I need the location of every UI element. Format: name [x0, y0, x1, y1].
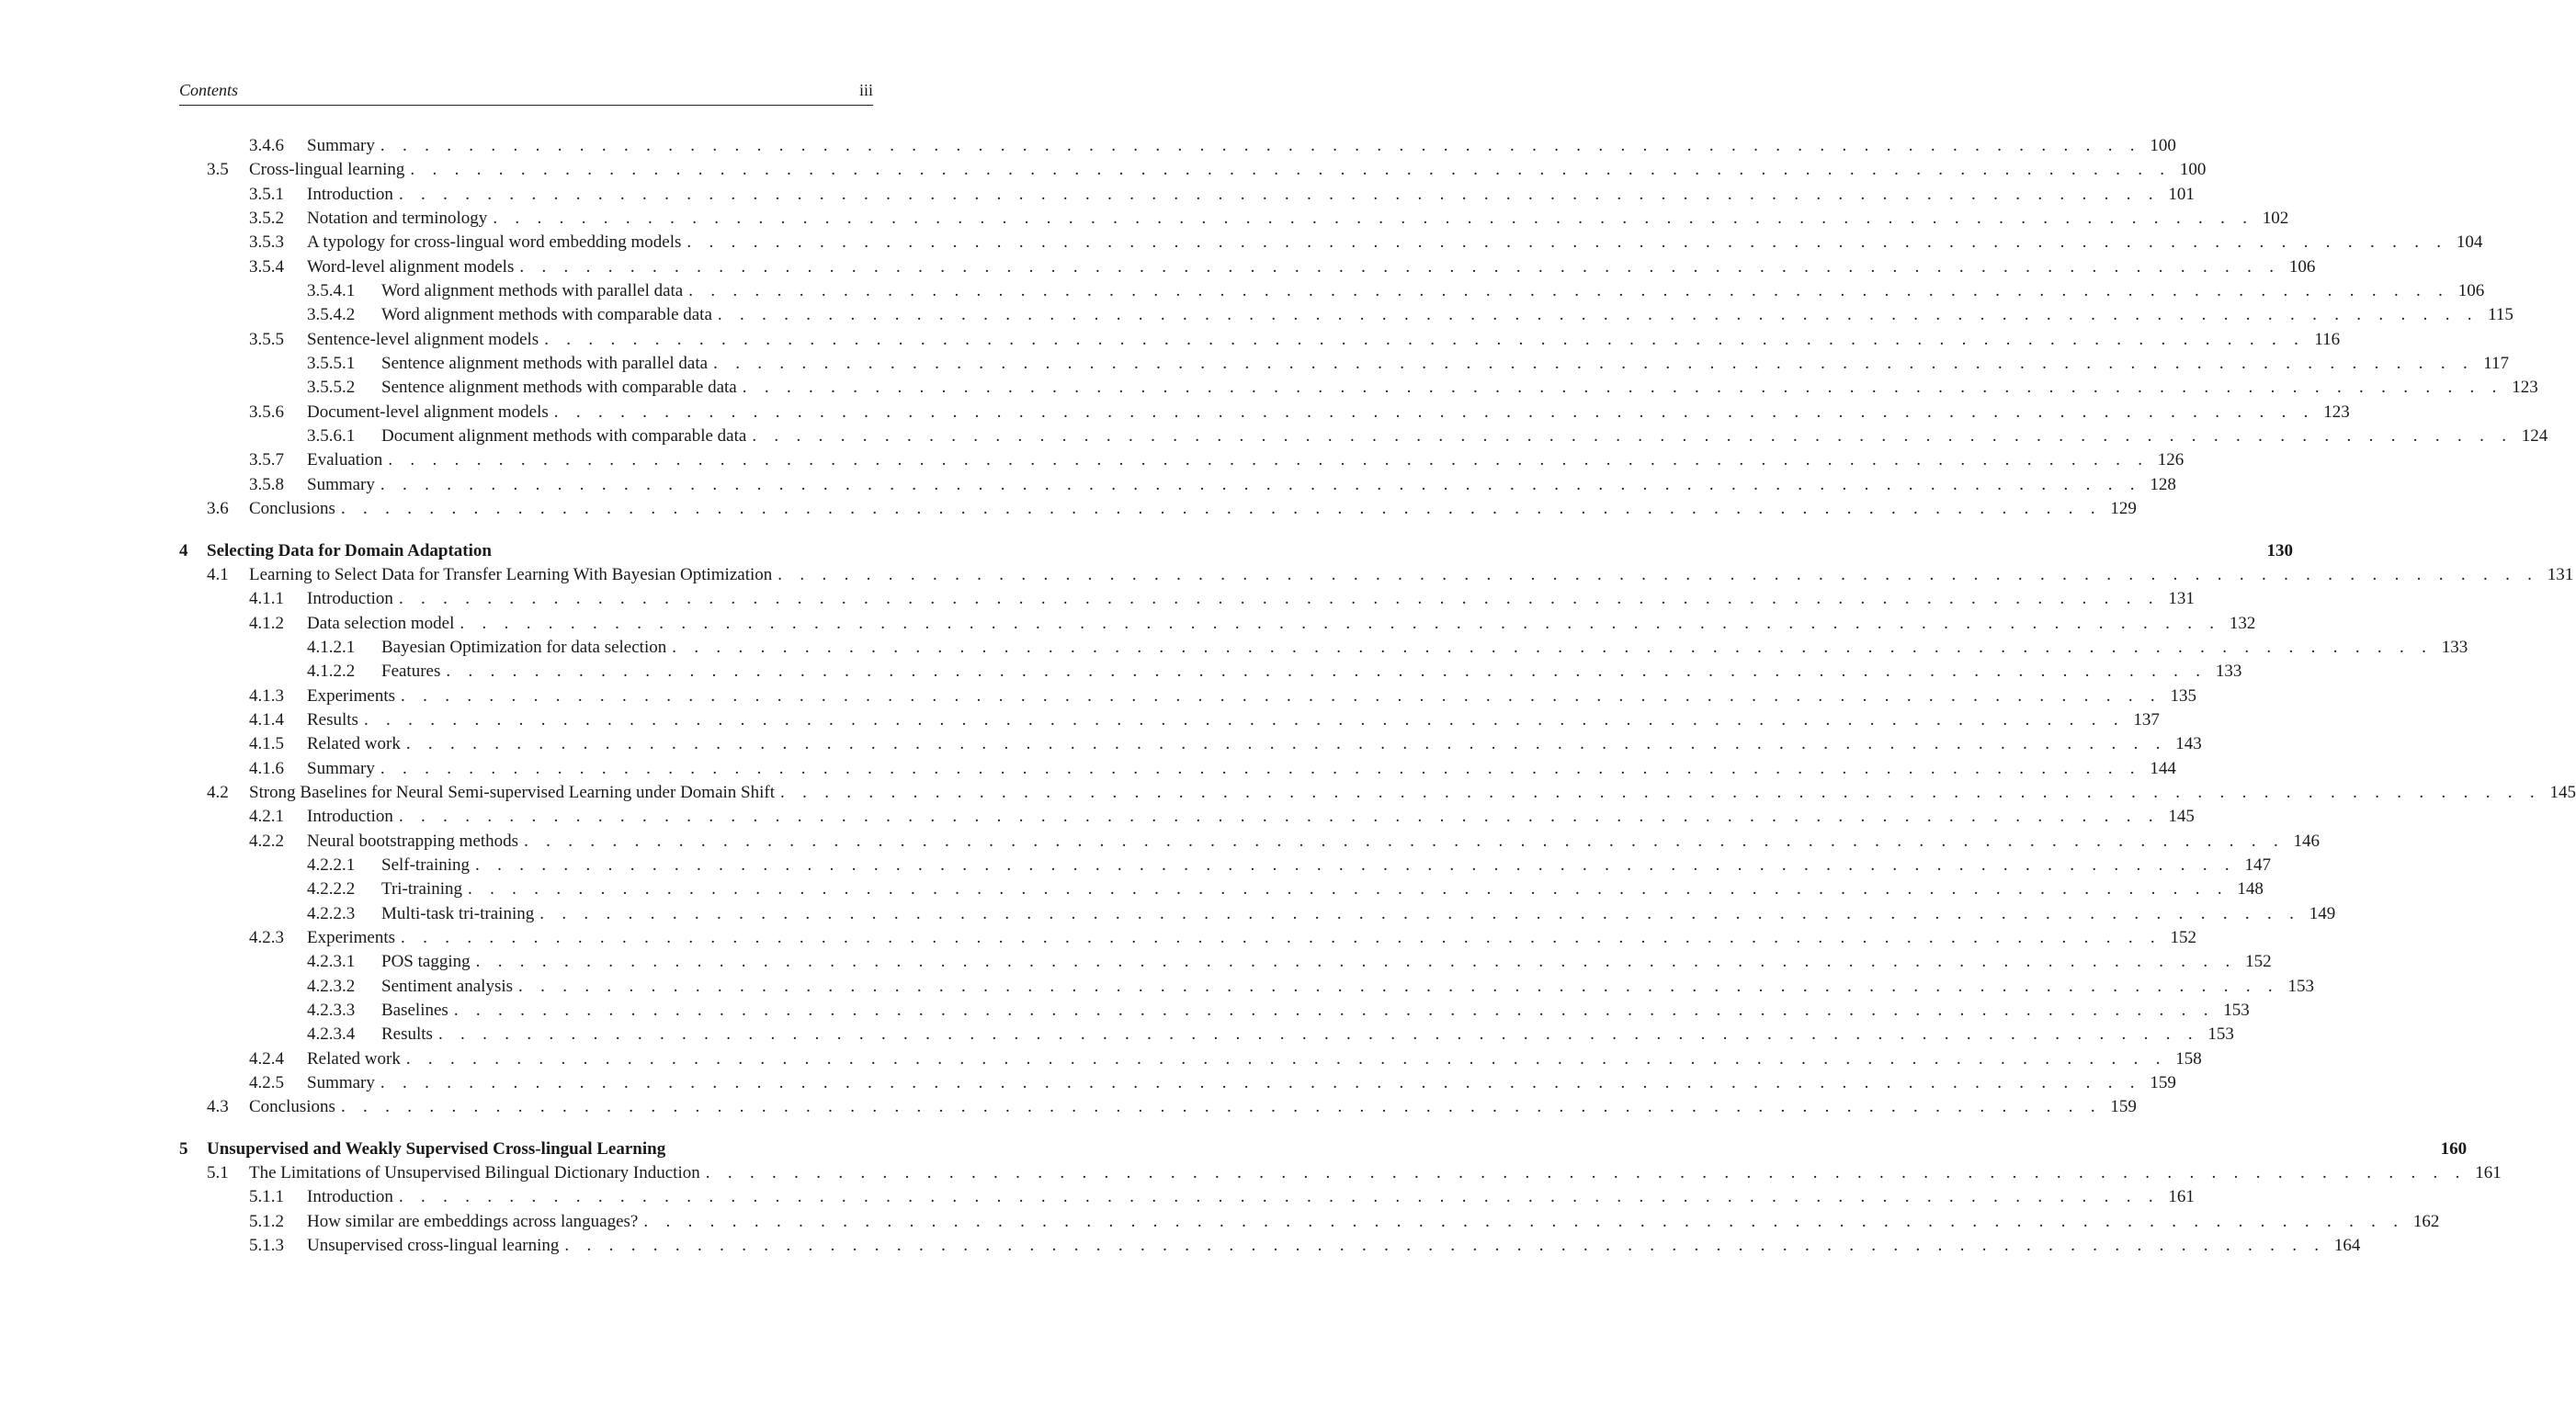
toc-entry-line — [307, 685, 2196, 708]
toc-entry-title: Results — [307, 708, 364, 732]
dot-leader: . . . . . . . . . . . . . . . . . . . . . . . . . . . . . . . . . . . . . . . . . . . . . . . . . . . . . . . . . . . . . . . . . . . . . . . . . . . . . . . . — [524, 831, 2286, 851]
dot-leader: . . . . . . . . . . . . . . . . . . . . . . . . . . . . . . . . . . . . . . . . . . . . . . . . . . . . . . . . . . . . . . . . . . . . . . . . . . . . . . . . — [363, 709, 2125, 730]
toc-entry[interactable] — [179, 1071, 2176, 1095]
running-head-title: Contents — [179, 81, 239, 99]
toc-entry-page: 100 — [2179, 160, 2207, 180]
toc-entry-number: 3.5.5 — [249, 329, 284, 349]
toc-entry-title: Related work — [307, 1047, 406, 1071]
toc-entry-number: 4.1.1 — [249, 589, 284, 609]
toc-entry[interactable] — [179, 1210, 2440, 1234]
dot-leader: . . . . . . . . . . . . . . . . . . . . . . . . . . . . . . . . . . . . . . . . . . . . . . . . . . . . . . . . . . . . . . . . . . . . . . . . . . . . . . . . — [437, 1024, 2199, 1045]
toc-entry-title: The Limitations of Unsupervised Bilingual Dictionary Induction — [249, 1161, 706, 1185]
toc-entry-number: 4.1.6 — [249, 758, 284, 778]
toc-entry-line — [381, 950, 2272, 974]
toc-entry-number: 4.1.5 — [249, 734, 284, 754]
toc-entry[interactable] — [179, 303, 2514, 327]
toc-entry-line — [381, 424, 2548, 448]
dot-leader: . . . . . . . . . . . . . . . . . . . . . . . . . . . . . . . . . . . . . . . . . . . . . . . . . . . . . . . . . . . . . . . . . . . . . . . . . . . . . . . . — [705, 1163, 2467, 1183]
toc-entry-page: 153 — [2207, 1024, 2234, 1045]
toc-entry-line — [381, 352, 2510, 376]
toc-entry[interactable] — [179, 1234, 2361, 1258]
toc-entry-line — [249, 781, 2576, 805]
dot-leader: . . . . . . . . . . . . . . . . . . . . . . . . . . . . . . . . . . . . . . . . . . . . . . . . . . . . . . . . . . . . . . . . . . . . . . . . . . . . . . . . — [388, 450, 2150, 470]
toc-entry-title: Data selection model — [307, 612, 460, 636]
toc-entry-number: 4.2.4 — [249, 1048, 284, 1069]
toc-entry-number: 5.1.3 — [249, 1236, 284, 1256]
toc-entry-number: 4.2.1 — [249, 807, 284, 827]
toc-entry-line — [207, 1137, 2468, 1161]
toc-entry-page: 131 — [2547, 564, 2574, 584]
dot-leader: . . . . . . . . . . . . . . . . . . . . . . . . . . . . . . . . . . . . . . . . . . . . . . . . . . . . . . . . . . . . . . . . . . . . . . . . . . . . . . . . — [752, 426, 2514, 447]
toc-entry[interactable] — [179, 424, 2548, 448]
toc-entry-line — [307, 448, 2184, 472]
toc-entry-page: 106 — [2457, 281, 2485, 301]
toc-entry-line — [307, 612, 2256, 636]
toc-entry-number: 4.1 — [207, 564, 229, 584]
toc-entry-line — [307, 231, 2483, 255]
toc-entry-line — [381, 660, 2242, 684]
toc-entry[interactable] — [179, 660, 2242, 684]
toc-entry-number: 4.2.2.3 — [307, 903, 356, 923]
toc-entry-line — [307, 401, 2350, 424]
dot-leader: . . . . . . . . . . . . . . . . . . . . . . . . . . . . . . . . . . . . . . . . . . . . . . . . . . . . . . . . . . . . . . . . . . . . . . . . . . . . . . . . — [777, 564, 2539, 584]
dot-leader: . . . . . . . . . . . . . . . . . . . . . . . . . . . . . . . . . . . . . . . . . . . . . . . . . . . . . . . . . . . . . . . . . . . . . . . . . . . . . . . . — [539, 903, 2301, 923]
toc-entry[interactable] — [179, 975, 2314, 999]
toc-entry-page: 159 — [2110, 1097, 2137, 1117]
dot-leader: . . . . . . . . . . . . . . . . . . . . . . . . . . . . . . . . . . . . . . . . . . . . . . . . . . . . . . . . . . . . . . . . . . . . . . . . . . . . . . . . — [780, 782, 2541, 802]
toc-entry-page: 145 — [2168, 807, 2195, 827]
toc-entry[interactable] — [179, 1047, 2202, 1071]
toc-entry-line — [307, 1047, 2202, 1071]
toc-entry[interactable] — [179, 830, 2321, 854]
toc-entry-number: 4.2.3.3 — [307, 1001, 356, 1021]
toc-entry-page: 102 — [2262, 209, 2289, 229]
dot-leader: . . . . . . . . . . . . . . . . . . . . . . . . . . . . . . . . . . . . . . . . . . . . . . . . . . . . . . . . . . . . . . . . . . . . . . . . . . . . . . . . — [340, 499, 2102, 519]
toc-entry-number: 3.5.4 — [249, 256, 284, 277]
toc-entry-title: Multi-task tri-training — [381, 902, 539, 926]
toc-entry[interactable] — [179, 497, 2137, 521]
dot-leader: . . . . . . . . . . . . . . . . . . . . . . . . . . . . . . . . . . . . . . . . . . . . . . . . . . . . . . . . . . . . . . . . . . . . . . . . . . . . . . . . — [467, 879, 2229, 900]
toc-entry-page: 123 — [2323, 402, 2350, 422]
toc-entry[interactable] — [179, 1185, 2195, 1209]
toc-entry-number: 4.2.3.4 — [307, 1024, 356, 1045]
dot-leader: . . . . . . . . . . . . . . . . . . . . . . . . . . . . . . . . . . . . . . . . . . . . . . . . . . . . . . . . . . . . . . . . . . . . . . . . . . . . . . . . — [380, 1073, 2141, 1093]
dot-leader: . . . . . . . . . . . . . . . . . . . . . . . . . . . . . . . . . . . . . . . . . . . . . . . . . . . . . . . . . . . . . . . . . . . . . . . . . . . . . . . . — [518, 976, 2279, 996]
toc-entry[interactable] — [179, 950, 2272, 974]
toc-entry-line — [307, 328, 2341, 352]
toc-entry-page: 135 — [2170, 685, 2196, 706]
dot-leader: . . . . . . . . . . . . . . . . . . . . . . . . . . . . . . . . . . . . . . . . . . . . . . . . . . . . . . . . . . . . . . . . . . . . . . . . . . . . . . . . — [460, 613, 2221, 633]
toc-entry-line — [307, 732, 2202, 756]
toc-entry-page: 133 — [2215, 662, 2242, 682]
toc-entry-title: Learning to Select Data for Transfer Learning With Bayesian Optimization — [249, 563, 777, 587]
toc-entry-title: Document-level alignment models — [307, 401, 554, 424]
toc-entry-line — [307, 1071, 2176, 1095]
toc-entry-number: 3.5 — [207, 160, 229, 180]
toc-entry-line — [381, 902, 2336, 926]
toc-entry-page: 158 — [2175, 1048, 2202, 1069]
toc-entry-number: 5.1 — [207, 1163, 229, 1183]
toc-chapter-entry[interactable] — [179, 539, 2293, 563]
toc-entry-page: 131 — [2168, 589, 2195, 609]
toc-entry-line — [307, 1234, 2361, 1258]
toc-entry[interactable] — [179, 158, 2207, 182]
toc-entry-number: 5.1.2 — [249, 1211, 284, 1231]
toc-entry-page: 132 — [2229, 613, 2256, 633]
toc-entry-number: 3.5.5.1 — [307, 354, 356, 374]
toc-entry-number: 4.1.3 — [249, 685, 284, 706]
toc-entry-line — [307, 473, 2176, 497]
toc-entry-page: 159 — [2150, 1073, 2176, 1093]
toc-entry-page: 147 — [2244, 854, 2271, 875]
toc-entry-number: 4.2.5 — [249, 1073, 284, 1093]
dot-leader: . . . . . . . . . . . . . . . . . . . . . . . . . . . . . . . . . . . . . . . . . . . . . . . . . . . . . . . . . . . . . . . . . . . . . . . . . . . . . . . . — [643, 1211, 2405, 1231]
toc-entry-page: 153 — [2223, 1001, 2250, 1021]
toc-entry-line — [249, 158, 2207, 182]
toc-entry-line — [381, 279, 2485, 303]
toc-entry-title: Related work — [307, 732, 406, 756]
toc-entry-number: 4 — [179, 540, 188, 560]
toc-entry[interactable] — [179, 877, 2264, 901]
toc-entry-line — [381, 877, 2264, 901]
running-head — [179, 81, 873, 106]
toc-entry[interactable] — [179, 563, 2574, 587]
toc-entry-number: 4.1.2 — [249, 613, 284, 633]
toc-entry[interactable] — [179, 1023, 2234, 1047]
toc-entry-page: 152 — [2170, 928, 2196, 947]
toc-entry-number: 4.2.3.1 — [307, 952, 356, 972]
toc-entry-line — [307, 926, 2196, 950]
dot-leader: . . . . . . . . . . . . . . . . . . . . . . . . . . . . . . . . . . . . . . . . . . . . . . . . . . . . . . . . . . . . . . . . . . . . . . . . . . . . . . . . — [475, 854, 2236, 875]
toc-entry-line — [249, 497, 2137, 521]
toc-entry-number: 4.2.2 — [249, 831, 284, 851]
dot-leader: . . . . . . . . . . . . . . . . . . . . . . . . . . . . . . . . . . . . . . . . . . . . . . . . . . . . . . . . . . . . . . . . . . . . . . . . . . . . . . . . — [410, 160, 2172, 180]
dot-leader: . . . . . . . . . . . . . . . . . . . . . . . . . . . . . . . . . . . . . . . . . . . . . . . . . . . . . . . . . . . . . . . . . . . . . . . . . . . . . . . . — [398, 1187, 2160, 1207]
toc-entry[interactable] — [179, 926, 2196, 950]
dot-leader: . . . . . . . . . . . . . . . . . . . . . . . . . . . . . . . . . . . . . . . . . . . . . . . . . . . . . . . . . . . . . . . . . . . . . . . . . . . . . . . . — [401, 928, 2162, 947]
toc-entry-title: Introduction — [307, 1185, 399, 1209]
dot-leader: . . . . . . . . . . . . . . . . . . . . . . . . . . . . . . . . . . . . . . . . . . . . . . . . . . . . . . . . . . . . . . . . . . . . . . . . . . . . . . . . — [475, 952, 2237, 972]
toc-entry[interactable] — [179, 732, 2202, 756]
toc-entry-title: Sentence alignment methods with parallel data — [381, 352, 713, 376]
toc-entry[interactable] — [179, 685, 2196, 708]
toc-entry[interactable] — [179, 279, 2485, 303]
toc-entry-title: Experiments — [307, 926, 401, 950]
toc-entry[interactable] — [179, 473, 2176, 497]
dot-leader: . . . . . . . . . . . . . . . . . . . . . . . . . . . . . . . . . . . . . . . . . . . . . . . . . . . . . . . . . . . . . . . . . . . . . . . . . . . . . . . . — [446, 662, 2207, 682]
toc-entry-title: Selecting Data for Domain Adaptation — [207, 539, 497, 563]
dot-leader: . . . . . . . . . . . . . . . . . . . . . . . . . . . . . . . . . . . . . . . . . . . . . . . . . . . . . . . . . . . . . . . . . . . . . . . . . . . . . . . . — [688, 281, 2450, 301]
toc-entry-line — [307, 587, 2195, 611]
dot-leader: . . . . . . . . . . . . . . . . . . . . . . . . . . . . . . . . . . . . . . . . . . . . . . . . . . . . . . . . . . . . . . . . . . . . . . . . . . . . . . . . — [405, 734, 2167, 754]
toc-entry-line — [307, 255, 2316, 279]
toc-entry-line — [307, 134, 2176, 158]
toc-entry-line — [249, 1161, 2502, 1185]
toc-entry-number: 3.5.7 — [249, 450, 284, 470]
page-number: iii — [858, 81, 873, 99]
toc-entry-title: Summary — [307, 473, 380, 497]
toc-chapter-entry[interactable] — [179, 1137, 2468, 1161]
toc-entry-title: Bayesian Optimization for data selection — [381, 636, 672, 660]
toc-entry[interactable] — [179, 587, 2195, 611]
dot-leader: . . . . . . . . . . . . . . . . . . . . . . . . . . . . . . . . . . . . . . . . . . . . . . . . . . . . . . . . . . . . . . . . . . . . . . . . . . . . . . . . — [401, 685, 2162, 706]
toc-entry-page: 149 — [2309, 903, 2336, 923]
toc-entry-number: 4.2.2.2 — [307, 879, 356, 900]
toc-entry-title: Results — [381, 1023, 438, 1047]
dot-leader: . . . . . . . . . . . . . . . . . . . . . . . . . . . . . . . . . . . . . . . . . . . . . . . . . . . . . . . . . . . . . . . . . . . . . . . . . . . . . . . . — [519, 256, 2281, 277]
toc-entry-page: 153 — [2287, 976, 2314, 996]
toc-entry-title: Word-level alignment models — [307, 255, 519, 279]
toc-entry-page: 152 — [2245, 952, 2272, 972]
toc-entry-line — [249, 563, 2574, 587]
toc-entry-page: 160 — [2440, 1138, 2468, 1159]
toc-entry-title: Self-training — [381, 854, 475, 877]
toc-entry-number: 3.5.8 — [249, 474, 284, 494]
dot-leader: . . . . . . . . . . . . . . . . . . . . . . . . . . . . . . . . . . . . . . . . . . . . . . . . . . . . . . . . . . . . . . . . . . . . . . . . . . . . . . . . — [717, 305, 2479, 325]
toc-entry-title: Summary — [307, 1071, 380, 1095]
toc-entry-page: 106 — [2288, 256, 2316, 277]
toc-entry-page: 143 — [2175, 734, 2202, 754]
toc-entry[interactable] — [179, 636, 2468, 660]
toc-entry-number: 4.2.3 — [249, 928, 284, 947]
toc-entry-page: 117 — [2483, 354, 2510, 374]
toc-entry-title: Sentiment analysis — [381, 975, 518, 999]
toc-entry-title: Unsupervised and Weakly Supervised Cross-lingual Learning — [207, 1137, 671, 1161]
toc-entry-number: 5.1.1 — [249, 1187, 284, 1207]
toc-entry[interactable] — [179, 805, 2195, 829]
toc-entry-title: Sentence alignment methods with comparable data — [381, 376, 743, 400]
toc-entry-page: 162 — [2412, 1211, 2440, 1231]
toc-entry[interactable] — [179, 328, 2341, 352]
toc-entry-page: 126 — [2157, 450, 2184, 470]
toc-entry-page: 101 — [2168, 184, 2195, 204]
toc-entry-number: 3.5.5.2 — [307, 378, 356, 398]
toc-entry-number: 3.5.2 — [249, 209, 284, 229]
toc-entry-line — [381, 636, 2468, 660]
toc-entry-line — [307, 1210, 2440, 1234]
toc-entry-line — [249, 1095, 2137, 1119]
toc-entry-line — [307, 757, 2176, 781]
toc-entry[interactable] — [179, 1095, 2137, 1119]
toc-entry-title: A typology for cross-lingual word embedding models — [307, 231, 687, 255]
dot-leader: . . . . . . . . . . . . . . . . . . . . . . . . . . . . . . . . . . . . . . . . . . . . . . . . . . . . . . . . . . . . . . . . . . . . . . . . . . . . . . . . — [380, 136, 2141, 155]
toc-entry-page: 129 — [2110, 499, 2137, 519]
toc-entry-title: Document alignment methods with comparable data — [381, 424, 752, 448]
toc-entry-title: Baselines — [381, 999, 454, 1023]
toc-entry-title: Introduction — [307, 587, 399, 611]
toc-entry-line — [307, 708, 2160, 732]
dot-leader: . . . . . . . . . . . . . . . . . . . . . . . . . . . . . . . . . . . . . . . . . . . . . . . . . . . . . . . . . . . . . . . . . . . . . . . . . . . . . . . . — [564, 1236, 2326, 1256]
toc-entry[interactable] — [179, 376, 2538, 400]
toc-entry-title: POS tagging — [381, 950, 476, 974]
toc-entry-page: 148 — [2237, 879, 2264, 900]
toc-entry-line — [381, 999, 2250, 1023]
dot-leader: . . . . . . . . . . . . . . . . . . . . . . . . . . . . . . . . . . . . . . . . . . . . . . . . . . . . . . . . . . . . . . . . . . . . . . . . . . . . . . . . — [380, 474, 2141, 494]
toc-entry[interactable] — [179, 183, 2195, 207]
toc-entry[interactable] — [179, 757, 2176, 781]
toc-entry-number: 4.3 — [207, 1097, 229, 1117]
toc-entry-number: 5 — [179, 1138, 188, 1159]
toc-entry-title: Experiments — [307, 685, 401, 708]
toc-entry[interactable] — [179, 401, 2350, 424]
toc-entry[interactable] — [179, 999, 2250, 1023]
toc-entry-line — [381, 975, 2314, 999]
toc-entry-page: 128 — [2150, 474, 2176, 494]
toc-entry-title: Summary — [307, 134, 380, 158]
toc-entry-number: 3.6 — [207, 499, 229, 519]
dot-leader: . . . . . . . . . . . . . . . . . . . . . . . . . . . . . . . . . . . . . . . . . . . . . . . . . . . . . . . . . . . . . . . . . . . . . . . . . . . . . . . . — [398, 184, 2160, 204]
toc-entry-title: Features — [381, 660, 446, 684]
toc-entry-number: 3.5.3 — [249, 232, 284, 253]
toc-entry-title: Notation and terminology — [307, 207, 493, 231]
dot-leader: . . . . . . . . . . . . . . . . . . . . . . . . . . . . . . . . . . . . . . . . . . . . . . . . . . . . . . . . . . . . . . . . . . . . . . . . . . . . . . . . — [380, 758, 2141, 778]
toc-entry-number: 4.1.2.1 — [307, 637, 356, 657]
toc-entry-number: 3.5.1 — [249, 184, 284, 204]
dot-leader: . . . . . . . . . . . . . . . . . . . . . . . . . . . . . . . . . . . . . . . . . . . . . . . . . . . . . . . . . . . . . . . . . . . . . . . . . . . . . . . . — [453, 1001, 2215, 1021]
toc-entry-number: 4.2.3.2 — [307, 976, 356, 996]
toc-entry[interactable] — [179, 207, 2289, 231]
toc-entry-line — [207, 539, 2293, 563]
toc-entry-page: 100 — [2150, 136, 2176, 155]
toc-entry-title: Cross-lingual learning — [249, 158, 410, 182]
toc-entry-title: Conclusions — [249, 1095, 341, 1119]
toc-entry-line — [381, 303, 2514, 327]
toc-entry-page: 104 — [2456, 232, 2483, 253]
toc-entry[interactable] — [179, 708, 2160, 732]
toc-entry-title: Word alignment methods with parallel data — [381, 279, 688, 303]
toc-entry-page: 137 — [2133, 709, 2160, 730]
dot-leader: . . . . . . . . . . . . . . . . . . . . . . . . . . . . . . . . . . . . . . . . . . . . . . . . . . . . . . . . . . . . . . . . . . . . . . . . . . . . . . . . — [713, 354, 2475, 374]
toc-entry-title: Introduction — [307, 183, 399, 207]
dot-leader: . . . . . . . . . . . . . . . . . . . . . . . . . . . . . . . . . . . . . . . . . . . . . . . . . . . . . . . . . . . . . . . . . . . . . . . . . . . . . . . . — [493, 209, 2254, 229]
toc-entry-line — [381, 376, 2538, 400]
toc-entry-page: 130 — [2266, 540, 2293, 560]
toc-entry-number: 3.5.4.2 — [307, 305, 356, 325]
toc-entry[interactable] — [179, 854, 2271, 877]
table-of-contents — [179, 134, 2576, 1258]
toc-entry-line — [307, 1185, 2195, 1209]
toc-entry[interactable] — [179, 231, 2483, 255]
dot-leader: . . . . . . . . . . . . . . . . . . . . . . . . . . . . . . . . . . . . . . . . . . . . . . . . . . . . . . . . . . . . . . . . . . . . . . . . . . . . . . . . — [742, 378, 2503, 398]
toc-entry-title: Conclusions — [249, 497, 341, 521]
toc-entry[interactable] — [179, 781, 2576, 805]
toc-entry-title: Tri-training — [381, 877, 468, 901]
toc-entry-number: 4.1.2.2 — [307, 662, 356, 682]
dot-leader: . . . . . . . . . . . . . . . . . . . . . . . . . . . . . . . . . . . . . . . . . . . . . . . . . . . . . . . . . . . . . . . . . . . . . . . . . . . . . . . . — [672, 637, 2434, 657]
toc-entry[interactable] — [179, 612, 2256, 636]
toc-entry[interactable] — [179, 352, 2510, 376]
toc-entry[interactable] — [179, 1161, 2502, 1185]
toc-entry-title: Unsupervised cross-lingual learning — [307, 1234, 564, 1258]
toc-entry-page: 161 — [2168, 1187, 2195, 1207]
dot-leader: . . . . . . . . . . . . . . . . . . . . . . . . . . . . . . . . . . . . . . . . . . . . . . . . . . . . . . . . . . . . . . . . . . . . . . . . . . . . . . . . — [544, 329, 2306, 349]
toc-entry-line — [307, 207, 2289, 231]
toc-entry-line — [381, 1023, 2234, 1047]
toc-entry[interactable] — [179, 255, 2316, 279]
toc-entry-title: Introduction — [307, 805, 399, 829]
toc-entry-number: 3.5.6.1 — [307, 426, 356, 447]
toc-entry-number: 4.2 — [207, 782, 229, 802]
toc-entry-page: 161 — [2475, 1163, 2502, 1183]
toc-entry-page: 146 — [2293, 831, 2321, 851]
toc-entry-page: 115 — [2488, 305, 2514, 325]
toc-entry-title: Sentence-level alignment models — [307, 328, 544, 352]
toc-entry-line — [381, 854, 2271, 877]
toc-entry-title: Evaluation — [307, 448, 388, 472]
toc-entry-page: 133 — [2441, 637, 2468, 657]
toc-entry[interactable] — [179, 134, 2176, 158]
dot-leader: . . . . . . . . . . . . . . . . . . . . . . . . . . . . . . . . . . . . . . . . . . . . . . . . . . . . . . . . . . . . . . . . . . . . . . . . . . . . . . . . — [340, 1097, 2102, 1117]
toc-entry-title: Strong Baselines for Neural Semi-supervised Learning under Domain Shift — [249, 781, 780, 805]
toc-entry-title: Neural bootstrapping methods — [307, 830, 524, 854]
toc-entry[interactable] — [179, 448, 2184, 472]
toc-entry-page: 144 — [2150, 758, 2176, 778]
dot-leader: . . . . . . . . . . . . . . . . . . . . . . . . . . . . . . . . . . . . . . . . . . . . . . . . . . . . . . . . . . . . . . . . . . . . . . . . . . . . . . . . — [687, 232, 2448, 253]
toc-entry[interactable] — [179, 902, 2336, 926]
toc-entry-number: 4.2.2.1 — [307, 854, 356, 875]
toc-entry-number: 3.4.6 — [249, 136, 284, 155]
dot-leader: . . . . . . . . . . . . . . . . . . . . . . . . . . . . . . . . . . . . . . . . . . . . . . . . . . . . . . . . . . . . . . . . . . . . . . . . . . . . . . . . — [405, 1048, 2167, 1069]
toc-entry-page: 124 — [2521, 426, 2548, 447]
toc-entry-page: 123 — [2512, 378, 2538, 398]
toc-entry-page: 145 — [2549, 782, 2576, 802]
toc-entry-line — [307, 805, 2195, 829]
toc-entry-number: 3.5.4.1 — [307, 281, 356, 301]
toc-entry-page: 116 — [2314, 329, 2341, 349]
toc-entry-line — [307, 830, 2321, 854]
toc-entry-page: 164 — [2333, 1236, 2361, 1256]
toc-entry-number: 4.1.4 — [249, 709, 284, 730]
dot-leader: . . . . . . . . . . . . . . . . . . . . . . . . . . . . . . . . . . . . . . . . . . . . . . . . . . . . . . . . . . . . . . . . . . . . . . . . . . . . . . . . — [398, 807, 2160, 827]
dot-leader: . . . . . . . . . . . . . . . . . . . . . . . . . . . . . . . . . . . . . . . . . . . . . . . . . . . . . . . . . . . . . . . . . . . . . . . . . . . . . . . . — [553, 402, 2315, 422]
toc-entry-title: Summary — [307, 757, 380, 781]
toc-entry-line — [307, 183, 2195, 207]
toc-entry-title: Word alignment methods with comparable data — [381, 303, 718, 327]
toc-entry-number: 3.5.6 — [249, 402, 284, 422]
toc-entry-title: How similar are embeddings across languages? — [307, 1210, 643, 1234]
dot-leader: . . . . . . . . . . . . . . . . . . . . . . . . . . . . . . . . . . . . . . . . . . . . . . . . . . . . . . . . . . . . . . . . . . . . . . . . . . . . . . . . — [398, 589, 2160, 609]
